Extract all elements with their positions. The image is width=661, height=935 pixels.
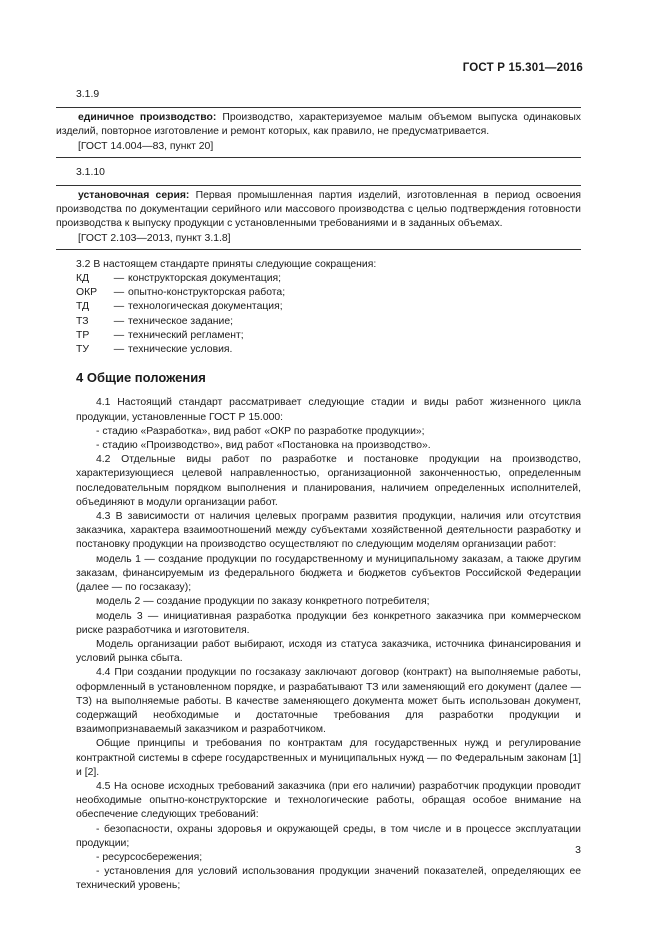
term-name: установочная серия: <box>78 190 190 202</box>
list-item <box>76 315 581 329</box>
term-box-3-1-9 <box>56 107 581 158</box>
model-2: модель 2 — создание продукции по заказу конкретного потребителя; <box>96 596 430 608</box>
term-reference-3-1-9: [ГОСТ 14.004—83, пункт 20] <box>78 140 214 152</box>
list-item <box>76 300 581 314</box>
abbr-code: ТЗ <box>76 315 89 327</box>
abbr-text: техническое задание; <box>128 315 234 327</box>
term-number-3-1-9: 3.1.9 <box>76 89 100 100</box>
paragraph-4-4: 4.4 При создании продукции по госзаказу заключают договор (контракт) на выполняемые работы, оформленный в установленном порядке, и разрабатывают ТЗ или заменяющий его документ (далее — ТЗ) на выполняемые работы. В качестве заменяющего документа может быть использован документ, содержащий необходимые и достаточные требования для разработки продукции и взаимопризнаваемый заказчиком и разработчиком. <box>76 667 581 736</box>
dash-item: - установления для условий использования продукции значений показателей, определяющих ее технический уровень; <box>76 866 581 892</box>
list-item <box>76 272 581 286</box>
paragraph-4-5: 4.5 На основе исходных требований заказчика (при его наличии) разработчик продукции проводит необходимые опытно-конструкторские и технологические работы, обращая особое внимание на обеспечение следующих требований: <box>76 780 581 821</box>
abbr-text: технический регламент; <box>128 329 244 341</box>
abbr-text: опытно-конструкторская работа; <box>128 287 286 299</box>
term-name: единичное производство: <box>78 112 217 124</box>
list-item <box>76 286 581 300</box>
dash-item: - стадию «Производство», вид работ «Постановка на производство». <box>96 440 431 452</box>
contracts-paragraph: Общие принципы и требования по контрактам для государственных нужд и регулирование контрактной системы в сфере государственных и муниципальных нужд — по Федеральным законам [1] и [2]. <box>76 738 581 778</box>
abbr-dash: — <box>113 344 125 356</box>
abbr-code: КД <box>76 273 90 285</box>
page-number: 3 <box>575 844 581 856</box>
abbr-text: конструкторская документация; <box>128 273 282 285</box>
term-number-3-1-10: 3.1.10 <box>76 166 105 178</box>
abbr-dash: — <box>113 329 125 341</box>
abbr-code: ТУ <box>76 344 89 356</box>
abbr-dash: — <box>113 315 125 327</box>
list-item <box>76 343 581 357</box>
abbr-code: ТД <box>76 301 90 313</box>
term-box-3-1-10 <box>56 185 581 250</box>
model-3: модель 3 — инициативная разработка продукции без конкретного заказчика при коммерческом риске разработчика и изготовителя. <box>76 610 581 636</box>
term-definition-3-1-10 <box>56 189 581 232</box>
paragraph-4-2: 4.2 Отдельные виды работ по разработке и постановке продукции на производство, характеризующиеся целевой направленностью, организационной законченностью, определенным последовательным порядком выполнения и планирования, наличием определенных исполнителей, объединяют в модули организации работ. <box>76 454 581 508</box>
list-item <box>76 329 581 343</box>
model-choice-paragraph: Модель организации работ выбирают, исходя из статуса заказчика, источника финансирования и условий рынка сбыта. <box>76 638 581 665</box>
term-text: Производство, характеризуемое малым объемом выпуска одинаковых изделий, повторное изготовление и ремонт которых, как правило, не предусматривается. <box>56 112 581 138</box>
term-definition-3-1-9 <box>56 111 581 139</box>
abbr-text: технологическая документация; <box>128 301 283 313</box>
abbr-dash: — <box>113 273 125 285</box>
abbreviations-list <box>76 272 581 357</box>
paragraph-4-3: 4.3 В зависимости от наличия целевых программ развития продукции, наличия или отсутствия заказчика, характера взаимоотношений между субъектами хозяйственной деятельности разработку и постановку продукции на производство осуществляют по следующим моделям организации работ: <box>76 511 581 551</box>
model-1: модель 1 — создание продукции по государственному и муниципальному заказам, а также другим заказам, финансируемым из федерального бюджета и бюджетов субъектов Российской Федерации (далее — по госзаказу); <box>76 553 581 594</box>
abbr-code: ОКР <box>76 287 98 299</box>
abbr-text: технические условия. <box>128 344 233 356</box>
standard-header: ГОСТ Р 15.301—2016 <box>462 62 583 74</box>
section-heading: 4 Общие положения <box>76 370 206 386</box>
abbr-code: ТР <box>76 329 90 341</box>
term-text: Первая промышленная партия изделий, изготовленная в период освоения производства по документации серийного или массового производства с целью подтверждения готовности производства к выпуску продукции с установленными требованиями и в заданных объемах. <box>56 190 582 230</box>
dash-item: - стадию «Разработка», вид работ «ОКР по разработке продукции»; <box>96 425 425 437</box>
page-content <box>56 88 582 894</box>
dash-item: - ресурсосбережения; <box>96 851 203 863</box>
term-reference-3-1-10: [ГОСТ 2.103—2013, пункт 3.1.8] <box>78 232 231 244</box>
abbreviations-intro: 3.2 В настоящем стандарте приняты следующие сокращения: <box>76 258 377 270</box>
dash-item: - безопасности, охраны здоровья и окружающей среды, в том числе и в процессе эксплуатации продукции; <box>76 823 581 849</box>
abbr-dash: — <box>113 287 125 299</box>
abbr-dash: — <box>113 301 125 313</box>
paragraph-4-1: 4.1 Настоящий стандарт рассматривает следующие стадии и виды работ жизненного цикла продукции, установленные ГОСТ Р 15.000: <box>76 397 581 423</box>
